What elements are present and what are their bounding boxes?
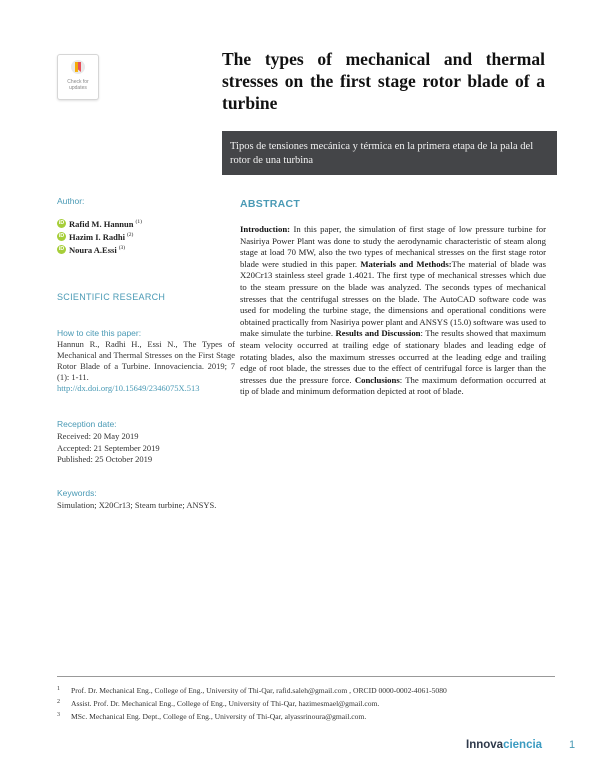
crossmark-bookmark-icon bbox=[70, 59, 86, 79]
author-list bbox=[57, 217, 142, 256]
footnote-item: 1 Prof. Dr. Mechanical Eng., College of Eng., University of Thi-Qar, rafid.saleh@gmail.com , ORCID 0000-0002-4061-5080 bbox=[57, 686, 447, 695]
date-published: Published: 25 October 2019 bbox=[57, 454, 153, 464]
paper-title: The types of mechanical and thermal stresses on the first stage rotor blade of a turbine bbox=[222, 49, 545, 113]
author-item[interactable] bbox=[57, 230, 142, 243]
results-text: : The results showed that maximum steam velocity occurred at trailing edge of stationary blades and leading edge of rotating blades, also the maximum stresses occurred at the leading edge and trailing edge of root blade, the stresses due to the effect of centrifugal force is larger than the stresses due the pressure force. bbox=[240, 328, 546, 385]
author-item[interactable] bbox=[57, 243, 142, 256]
footnote-item: 2 Assist. Prof. Dr. Mechanical Eng., College of Eng., University of Thi-Qar, hazimesmael@gmail.com. bbox=[57, 699, 380, 708]
methods-label: Materials and Methods: bbox=[360, 258, 452, 269]
footnotes bbox=[57, 684, 557, 723]
dates-list bbox=[57, 431, 235, 466]
spanish-title-box bbox=[222, 131, 557, 175]
journal-logo: Innovaciencia bbox=[466, 739, 543, 751]
intro-text: In this paper, the simulation of first stage of low pressure turbine for Nasiriya Power Plant was done to study the aerodynamic characteristic of steam along stage at load 70 MW, also the two types of mechanical stresses on the first stage rotor blade were studied in this paper. bbox=[240, 224, 546, 269]
intro-label: Introduction: bbox=[240, 224, 291, 234]
abstract-heading: ABSTRACT bbox=[240, 198, 301, 210]
check-for-updates-text: Check for updates bbox=[67, 79, 89, 91]
orcid-icon[interactable]: iD bbox=[58, 246, 65, 252]
results-label: Results and Discussion bbox=[335, 328, 421, 339]
spanish-title: Tipos de tensiones mecánica y térmica en la primera etapa de la pala del rotor de una turbina bbox=[230, 141, 534, 166]
author-name: Hazim I. Radhi $^{(2)}$ bbox=[69, 231, 134, 242]
orcid-icon[interactable]: iD bbox=[58, 220, 65, 226]
doi-link[interactable]: http://dx.doi.org/10.15649/2346075X.513 bbox=[57, 383, 200, 393]
author-name: Rafid M. Hannun $^{(1)}$ bbox=[69, 218, 142, 229]
section-label: SCIENTIFIC RESEARCH bbox=[57, 292, 166, 302]
abstract-body bbox=[240, 224, 546, 398]
orcid-icon[interactable]: iD bbox=[58, 233, 65, 239]
conclusions-label: Conclusions bbox=[354, 374, 400, 385]
page-number: 1 bbox=[569, 739, 576, 751]
citation-text: Hannun R., Radhi H., Essi N., The Types of Mechanical and Thermal Stresses on the First Stage Rotor Blade of a Turbine. Innovaciencia. 2019; 7 (1): 1-11. http://dx.doi.org/10.15649/2346075X.513 bbox=[57, 339, 235, 393]
author-heading: Author: bbox=[57, 196, 85, 206]
author-name: Noura A.Essi $^{(3)}$ bbox=[69, 244, 126, 255]
keywords-text: Simulation; X20Cr13; Steam turbine; ANSYS. bbox=[57, 500, 217, 510]
author-item[interactable] bbox=[57, 217, 142, 230]
footnote-item: 3 MSc. Mechanical Eng. Dept., College of Eng., University of Thi-Qar, alyassrinoura@gmail.com. bbox=[57, 712, 367, 721]
footnote-divider bbox=[57, 676, 555, 677]
methods-text: The material of blade was X20Cr13 stainless steel grade 1.4021. The first type of mechanical stresses which due to the steam pressure on the blade was analyzed. The seconds types of mechanical stresses that the centrifugal stresses on the blade. The AutoCAD software code was used for modeling the turbine stage, the dimensions and operational conditions were obtained practically from Nasiriya power plant and ANSYS (15.0) software was used to make simulate the turbine. bbox=[240, 258, 546, 339]
keywords-heading: Keywords: bbox=[57, 488, 97, 498]
reception-heading: Reception date: bbox=[57, 419, 117, 429]
conclusions-text: : The maximum deformation occurred at tip of blade and minimum deformation depicted at root of blade. bbox=[240, 374, 546, 397]
date-accepted: Accepted: 21 September 2019 bbox=[57, 442, 160, 453]
cite-heading: How to cite this paper: bbox=[57, 328, 142, 338]
check-for-updates-badge[interactable] bbox=[57, 54, 99, 100]
date-received: Received: 20 May 2019 bbox=[57, 431, 139, 441]
